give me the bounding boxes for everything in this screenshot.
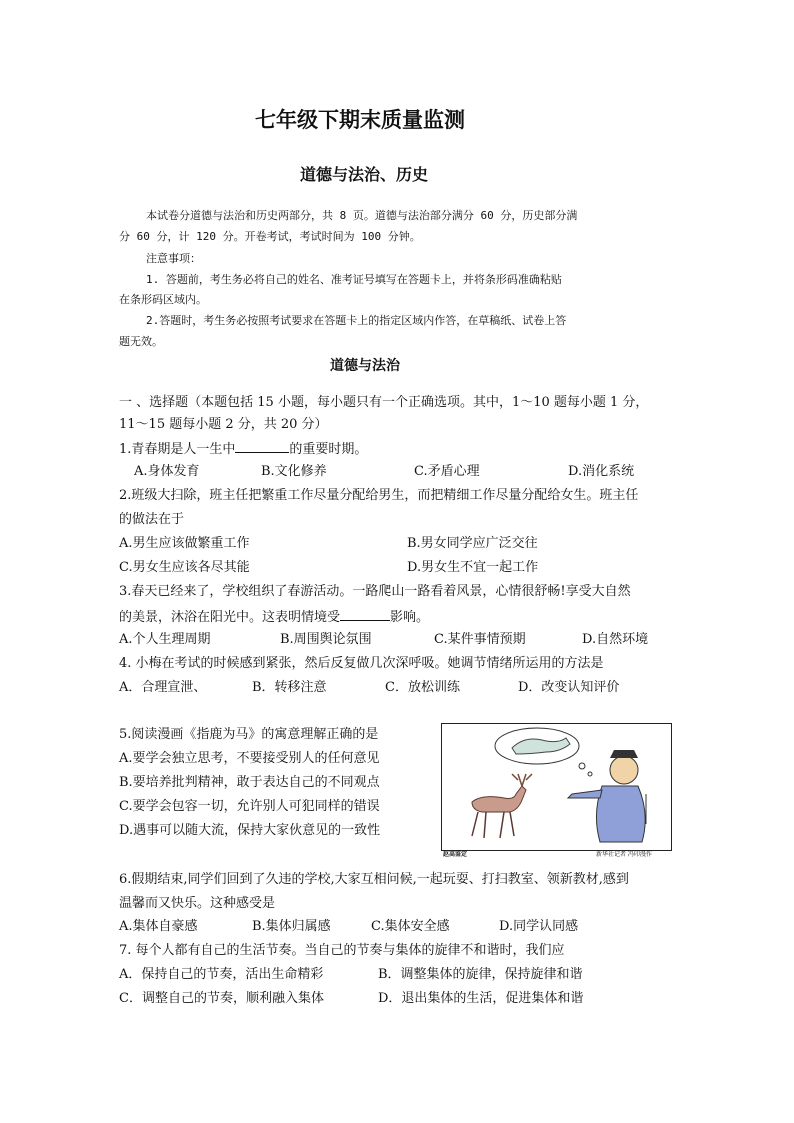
question-6-option-b: B.集体归属感 bbox=[252, 919, 331, 934]
part-instruction-line-2: 11～15 题每小题 2 分，共 20 分） bbox=[119, 417, 328, 432]
question-2-line-1: 2.班级大扫除，班主任把繁重工作尽量分配给男生，而把精细工作尽量分配给女生。班主任 bbox=[119, 488, 639, 503]
question-4-option-d: D．改变认知评价 bbox=[518, 680, 620, 695]
question-5-option-b: B.要培养批判精神，敢于表达自己的不同观点 bbox=[119, 775, 380, 790]
question-1-option-c: C.矛盾心理 bbox=[414, 464, 480, 479]
question-2-option-b: B.男女同学应广泛交往 bbox=[407, 536, 538, 551]
question-6-option-a: A.集体自豪感 bbox=[119, 919, 198, 934]
question-6-line-2: 温馨而又快乐。这种感受是 bbox=[119, 896, 276, 911]
cartoon-zhi-lu-wei-ma bbox=[441, 723, 672, 851]
question-6-option-d: D.同学认同感 bbox=[499, 919, 579, 934]
question-1-option-a: A.身体发育 bbox=[134, 464, 200, 479]
question-3-option-b: B.周围舆论氛围 bbox=[280, 632, 372, 647]
question-1-stem bbox=[119, 439, 367, 459]
question-3-line-2-after: 影响。 bbox=[390, 610, 430, 625]
question-1-stem-after: 的重要时期。 bbox=[289, 442, 368, 457]
question-5-line-1: 5.阅读漫画《指鹿为马》的寓意理解正确的是 bbox=[119, 727, 379, 742]
thought-bubble-dot bbox=[588, 772, 592, 776]
question-5-option-c: C.要学会包容一切，允许别人可犯同样的错误 bbox=[119, 799, 380, 814]
question-3-line-1: 3.春天已经来了，学校组织了春游活动。一路爬山一路看着风景，心情很舒畅!享受大自然 bbox=[119, 584, 631, 599]
intro-line-1: 本试卷分道德与法治和历史两部分，共 8 页。道德与法治部分满分 60 分，历史部分满 bbox=[146, 209, 578, 222]
notice-heading: 注意事项： bbox=[146, 252, 201, 265]
question-3-line-2-before: 的美景，沐浴在阳光中。这表明情境受 bbox=[119, 610, 341, 625]
deer-icon bbox=[472, 774, 532, 838]
section-title: 道德与法治 bbox=[330, 358, 400, 374]
question-1-stem-before: 1.青春期是人一生中 bbox=[119, 442, 236, 457]
question-3-option-c: C.某件事情预期 bbox=[434, 632, 526, 647]
question-7-option-a: A．保持自己的节奏，活出生命精彩 bbox=[119, 967, 324, 982]
question-6-option-c: C.集体安全感 bbox=[371, 919, 450, 934]
intro-line-2: 分 60 分，计 120 分。开卷考试，考试时间为 100 分钟。 bbox=[119, 230, 421, 243]
question-7-option-d: D．退出集体的生活，促进集体和谐 bbox=[378, 991, 584, 1006]
note-1-line-2: 在条形码区域内。 bbox=[119, 293, 207, 306]
question-4-line-1: 4. 小梅在考试的时候感到紧张，然后反复做几次深呼吸。她调节情绪所运用的方法是 bbox=[119, 656, 604, 671]
answer-blank bbox=[235, 439, 289, 453]
question-5-option-a: A.要学会独立思考，不要接受别人的任何意见 bbox=[119, 751, 380, 766]
horse-icon bbox=[512, 738, 570, 754]
answer-blank bbox=[340, 607, 390, 621]
question-7-option-b: B．调整集体的旋律，保持旋律和谐 bbox=[378, 967, 583, 982]
cartoon-caption-right: 新华社记者 冯印漫作 bbox=[596, 851, 652, 858]
question-5-option-d: D.遇事可以随大流，保持大家伙意见的一致性 bbox=[119, 823, 381, 838]
question-3-option-a: A.个人生理周期 bbox=[119, 632, 211, 647]
question-7-line-1: 7. 每个人都有自己的生活节奏。当自己的节奏与集体的旋律不和谐时，我们应 bbox=[119, 943, 565, 958]
thought-bubble-dot bbox=[579, 763, 585, 769]
note-2-line-2: 题无效。 bbox=[119, 335, 163, 348]
question-2-option-a: A.男生应该做繁重工作 bbox=[119, 536, 250, 551]
question-2-line-2: 的做法在于 bbox=[119, 512, 185, 527]
question-3-option-d: D.自然环境 bbox=[582, 632, 649, 647]
cartoon-caption-left: 赵高鉴定 bbox=[443, 851, 468, 858]
question-3-line-2 bbox=[119, 607, 429, 627]
note-1-line-1: 1. 答题前，考生务必将自己的姓名、准考证号填写在答题卡上，并将条形码准确粘贴 bbox=[146, 273, 562, 286]
page-subtitle: 道德与法治、历史 bbox=[299, 165, 428, 184]
page-title: 七年级下期末质量监测 bbox=[255, 107, 465, 132]
part-instruction-line-1: 一 、选择题（本题包括 15 小题，每小题只有一个正确选项。其中，1～10 题每小题 1 分， bbox=[119, 395, 649, 410]
question-2-option-d: D.男女生不宜一起工作 bbox=[407, 560, 539, 575]
question-4-option-a: A．合理宣泄、 bbox=[119, 680, 207, 695]
question-2-option-c: C.男女生应该各尽其能 bbox=[119, 560, 250, 575]
note-2-line-1: 2.答题时，考生务必按照考试要求在答题卡上的指定区域内作答，在草稿纸、试卷上答 bbox=[146, 314, 567, 327]
cartoon-drawing bbox=[442, 724, 671, 850]
question-7-option-c: C．调整自己的节奏，顺利融入集体 bbox=[119, 991, 324, 1006]
question-6-line-1: 6.假期结束,同学们回到了久违的学校,大家互相问候,一起玩耍、打扫教室、领新教材,感到 bbox=[119, 872, 629, 887]
question-1-option-d: D.消化系统 bbox=[568, 464, 635, 479]
question-4-option-b: B．转移注意 bbox=[252, 680, 327, 695]
question-4-option-c: C．放松训练 bbox=[385, 680, 460, 695]
question-1-option-b: B.文化修养 bbox=[261, 464, 327, 479]
